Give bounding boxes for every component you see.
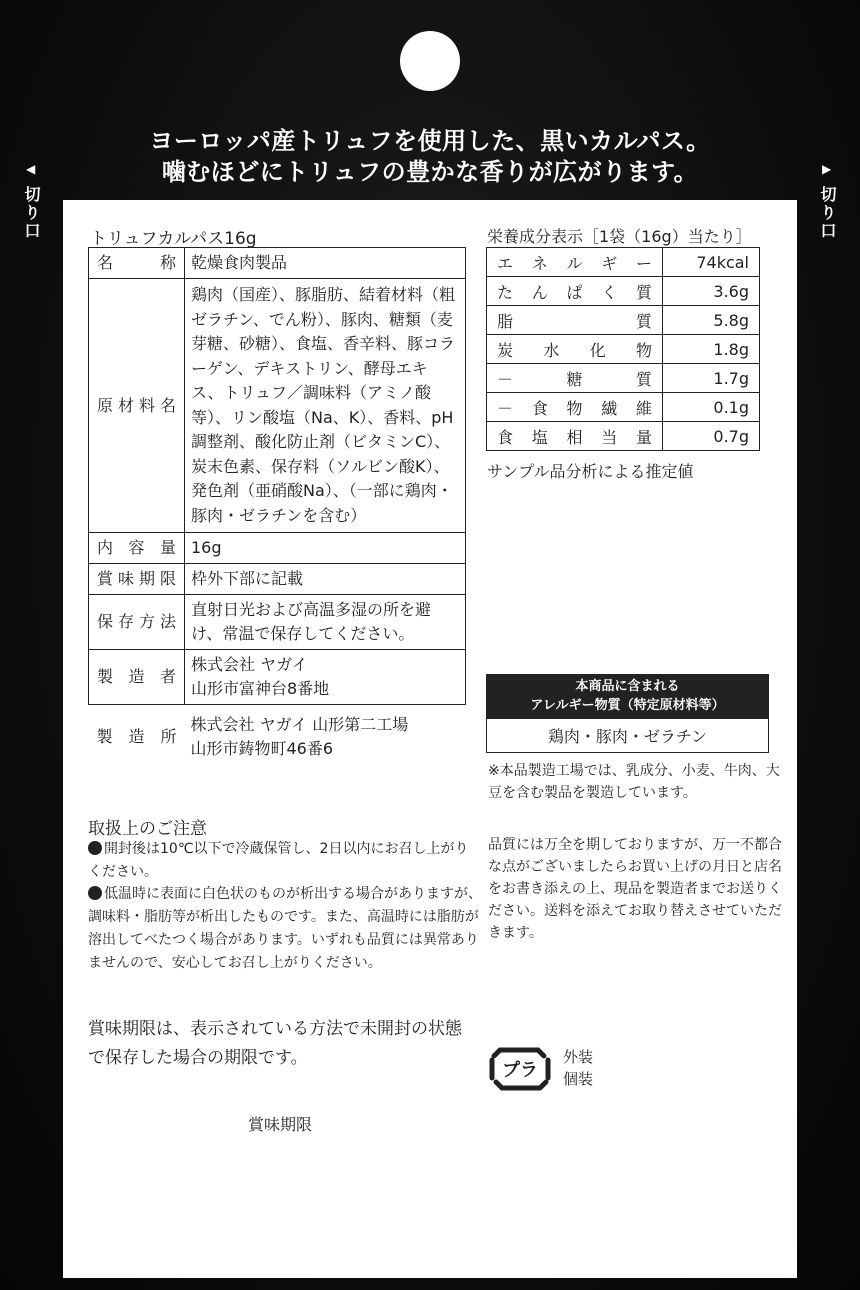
spec-value: 枠外下部に記載 [185, 564, 466, 595]
bullet-icon [88, 841, 102, 855]
nutrition-value: 0.7g [663, 422, 760, 451]
nutrition-row [487, 277, 760, 306]
tear-notch-left[interactable]: 切り口 [22, 186, 41, 240]
info-label [63, 200, 797, 1278]
nutrition-value: 3.6g [663, 277, 760, 306]
spec-key: 内容量 [89, 533, 185, 564]
nutrition-value: 0.1g [663, 393, 760, 422]
spec-key: 製造者 [89, 650, 185, 705]
best-before-label: 賞味期限 [248, 1115, 313, 1134]
nutrition-row [487, 422, 760, 451]
spec-key: 原材料名 [89, 279, 185, 533]
nutrition-key: たんぱく質 [487, 277, 663, 306]
spec-value: 乾燥食肉製品 [185, 248, 466, 279]
nutrition-key: 炭水化物 [487, 335, 663, 364]
tagline-2: 噛むほどにトリュフの豊かな香りが広がります。 [161, 158, 699, 186]
tear-notch-right[interactable]: 切り口 [818, 186, 837, 240]
spec-row [89, 595, 466, 650]
nutrition-value: 1.8g [663, 335, 760, 364]
spec-row [89, 650, 466, 705]
care-text: 開封後は10℃以下で冷蔵保管し、2日以内にお召し上がりください。 [88, 841, 469, 880]
allergy-header-line-1: 本商品に含まれる [575, 679, 680, 694]
nutrition-key: －糖質 [487, 364, 663, 393]
nutrition-value: 74kcal [663, 248, 760, 277]
care-item [88, 883, 488, 975]
spec-key: 賞味期限 [89, 564, 185, 595]
nutrition-row [487, 248, 760, 277]
hang-hole [400, 31, 460, 91]
spec-row [89, 564, 466, 595]
recycle-mark-text: プラ [502, 1060, 538, 1081]
spec-row [89, 279, 466, 533]
product-spec-table [88, 247, 466, 764]
spec-row [89, 705, 466, 765]
nutrition-row [487, 364, 760, 393]
spec-value: 株式会社 ヤガイ 山形第二工場 山形市鋳物町46番6 [190, 715, 409, 758]
sample-note: サンプル品分析による推定値 [487, 462, 694, 481]
spec-key: 名称 [89, 248, 185, 279]
recycle-inner: 個装 [563, 1070, 594, 1088]
quality-note: 品質には万全を期しておりますが、万一不都合な点がございましたらお買い上げの月日と店名をお書き添えの上、現品を製造者までお送りください。送料を添えてお取り替えさせていただきます。 [488, 837, 782, 941]
spec-value: 株式会社 ヤガイ 山形市富神台8番地 [185, 650, 466, 705]
care-title: 取扱上のご注意 [88, 819, 207, 839]
tear-arrow-right-icon: ▶ [822, 162, 832, 176]
allergy-items: 鶏肉・豚肉・ゼラチン [486, 718, 769, 753]
nutrition-row [487, 335, 760, 364]
allergy-header [486, 674, 769, 718]
best-before-note: 賞味期限は、表示されている方法で未開封の状態で保存した場合の期限です。 [88, 1019, 462, 1068]
care-text: 低温時に表面に白色状のものが析出する場合がありますが、調味料・脂肪等が析出したものです。また、高温時には脂肪が溶出してべたつく場合があります。いずれも品質には異常ありませんので、安心してお召し上がりください。 [88, 886, 482, 971]
allergy-note: ※本品製造工場では、乳成分、小麦、牛肉、大豆を含む製品を製造しています。 [488, 763, 780, 801]
spec-value: 16g [185, 533, 466, 564]
recycle-pla-icon [488, 1040, 552, 1098]
nutrition-key: 食塩相当量 [487, 422, 663, 451]
recycle-labels [563, 1046, 593, 1090]
ingredients-value: 鶏肉（国産）、豚脂肪、結着材料（粗ゼラチン、でん粉）、豚肉、糖類（麦芽糖、砂糖）、食塩、香辛料、豚コラーゲン、デキストリン、酵母エキス、トリュフ／調味料（アミノ酸等）、リン酸塩（Na、K）、香料、pH調整剤、酸化防止剤（ビタミンC）、炭末色素、保存料（ソルビン酸K）、発色剤（亜硝酸Na）、（一部に鶏肉・豚肉・ゼラチンを含む） [185, 279, 466, 533]
nutrition-value: 5.8g [663, 306, 760, 335]
spec-key: 製造所 [96, 727, 177, 746]
tear-arrow-left-icon: ◀ [26, 162, 36, 176]
spec-row [89, 533, 466, 564]
allergy-box [486, 674, 769, 753]
nutrition-key: エネルギー [487, 248, 663, 277]
nutrition-key: 脂質 [487, 306, 663, 335]
spec-row [89, 248, 466, 279]
nutrition-row [487, 306, 760, 335]
nutrition-row [487, 393, 760, 422]
recycle-outer: 外装 [563, 1048, 594, 1066]
spec-key: 保存方法 [89, 595, 185, 650]
nutrition-value: 1.7g [663, 364, 760, 393]
allergy-header-line-2: アレルギー物質（特定原材料等） [530, 698, 725, 713]
spec-value: 直射日光および高温多湿の所を避け、常温で保存してください。 [185, 595, 466, 650]
bullet-icon [88, 886, 102, 900]
product-title: トリュフカルパス16g [90, 229, 257, 249]
care-item [88, 838, 478, 884]
nutrition-key: －食物繊維 [487, 393, 663, 422]
nutrition-title: 栄養成分表示［1袋（16g）当たり］ [487, 227, 752, 246]
nutrition-table [486, 247, 760, 451]
tagline-1: ヨーロッパ産トリュフを使用した、黒いカルパス。 [149, 127, 711, 155]
